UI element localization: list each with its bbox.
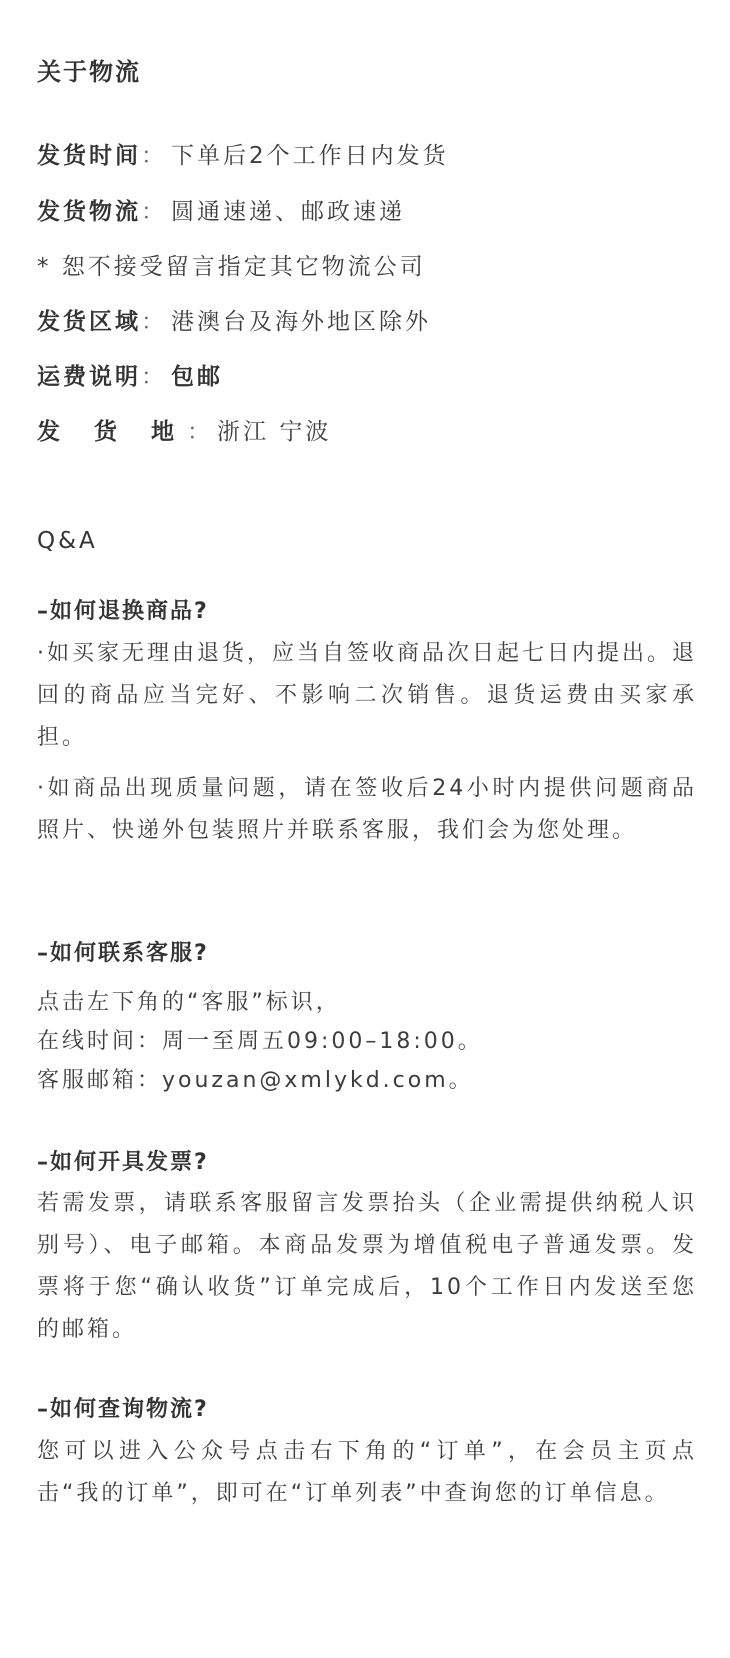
returns-paragraph-1: ·如买家无理由退货，应当自签收商品次日起七日内提出。退回的商品应当完好、不影响二次销售。退货运费由买家承担。	[37, 641, 697, 750]
tracking-question: –如何查询物流?	[37, 1397, 209, 1422]
ship-time-value: 下单后2个工作日内发货	[171, 143, 449, 169]
carrier-label: 发货物流	[37, 199, 141, 225]
region-colon: ：	[141, 309, 167, 335]
invoice-paragraph: 若需发票，请联系客服留言发票抬头（企业需提供纳税人识别号）、电子邮箱。本商品发票为增值税电子普通发票。发票将于您“确认收货”订单完成后，10个工作日内发送至您的邮箱。	[37, 1191, 697, 1342]
region-value: 港澳台及海外地区除外	[171, 309, 431, 335]
qa-section-title: Q&A	[37, 528, 98, 554]
shipping-fee-colon: ：	[141, 364, 167, 390]
shipping-fee-row	[37, 358, 223, 391]
contact-line-3: 客服邮箱：youzan@xmlykd.com。	[37, 1068, 474, 1093]
logistics-section-title: 关于物流	[37, 58, 141, 86]
returns-question: –如何退换商品?	[37, 599, 209, 624]
tracking-paragraph: 您可以进入公众号点击右下角的“订单”，在会员主页点击“我的订单”，即可在“订单列表”中查询您的订单信息。	[37, 1439, 697, 1506]
contact-question: –如何联系客服?	[37, 941, 209, 966]
origin-label: 发 货 地	[37, 419, 188, 445]
returns-paragraph-2: ·如商品出现质量问题，请在签收后24小时内提供问题商品照片、快递外包装照片并联系客服，我们会为您处理。	[37, 776, 697, 843]
ship-time-colon: ：	[141, 143, 167, 169]
contact-line-2: 在线时间：周一至周五09:00–18:00。	[37, 1029, 483, 1054]
carrier-note: * 恕不接受留言指定其它物流公司	[37, 254, 426, 280]
contact-line-1: 点击左下角的“客服”标识，	[37, 990, 341, 1015]
region-row	[37, 303, 431, 336]
origin-value: 浙江 宁波	[217, 419, 332, 445]
ship-time-label: 发货时间	[37, 143, 141, 169]
carrier-colon: ：	[141, 199, 167, 225]
ship-time-row	[37, 137, 449, 170]
shipping-fee-value: 包邮	[171, 364, 223, 390]
carrier-value: 圆通速递、邮政速递	[171, 199, 405, 225]
origin-colon: ：	[187, 419, 214, 445]
carrier-row	[37, 193, 405, 226]
invoice-question: –如何开具发票?	[37, 1150, 209, 1175]
region-label: 发货区域	[37, 309, 141, 335]
origin-row	[37, 413, 331, 446]
shipping-fee-label: 运费说明	[37, 364, 141, 390]
